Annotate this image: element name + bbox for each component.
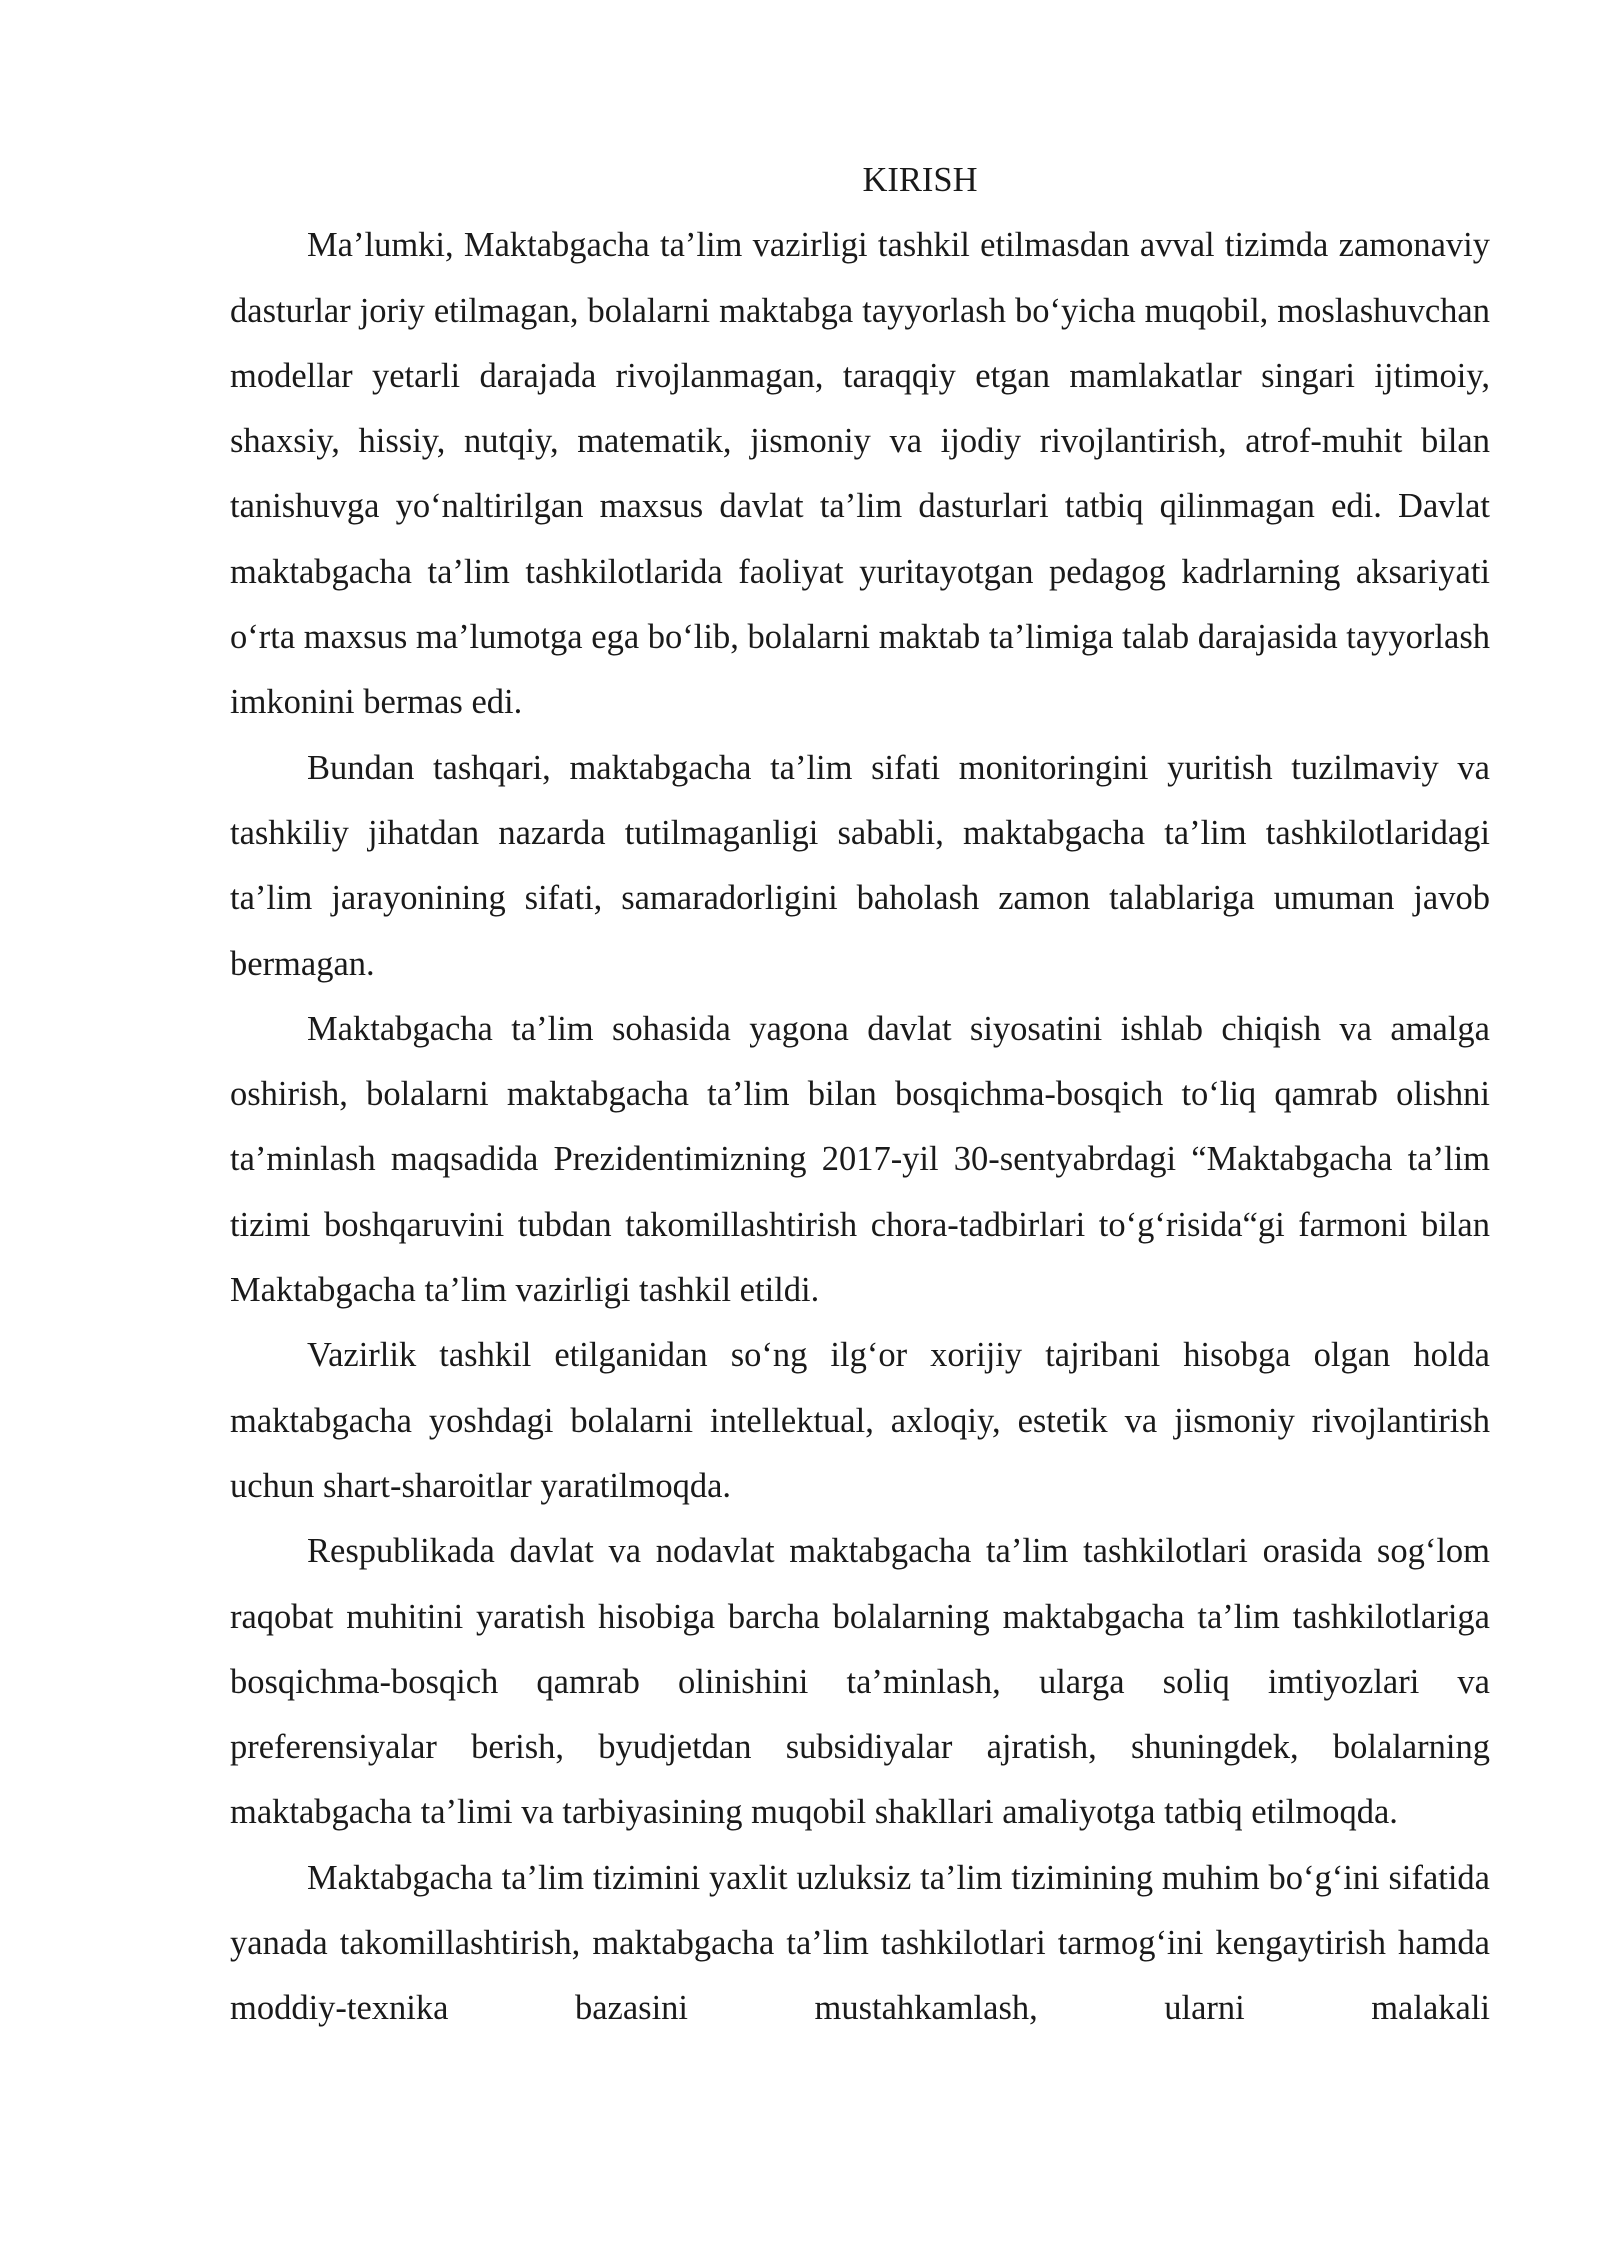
paragraph-2: Bundan tashqari, maktabgacha ta’lim sifati monitoringini yuritish tuzilmaviy va tashkiliy jihatdan nazarda tutilmaganligi sababli, maktabgacha ta’lim tashkilotlaridagi ta’lim jarayonining sifati, samaradorligini baholash zamon talablariga umuman javob bermagan. xyxy=(230,748,1490,983)
document-page xyxy=(230,148,1490,2042)
paragraph-4: Vazirlik tashkil etilganidan so‘ng ilg‘or xorijiy tajribani hisobga olgan holda maktabgacha yoshdagi bolalarni intellektual, axloqiy, estetik va jismoniy rivojlantirish uchun shart-sharoitlar yaratilmoqda. xyxy=(230,1336,1490,1505)
paragraph-3: Maktabgacha ta’lim sohasida yagona davlat siyosatini ishlab chiqish va amalga oshirish, bolalarni maktabgacha ta’lim bilan bosqichma-bosqich to‘liq qamrab olishni ta’minlash maqsadida Prezidentimizning 2017-yil 30-sentyabrdagi “Maktabgacha ta’lim tizimi boshqaruvini tubdan takomillashtirish chora-tadbirlari to‘g‘risida“gi farmoni bilan Maktabgacha ta’lim vazirligi tashkil etildi. xyxy=(230,1009,1490,1310)
paragraph-1: Ma’lumki, Maktabgacha ta’lim vazirligi tashkil etilmasdan avval tizimda zamonaviy dasturlar joriy etilmagan, bolalarni maktabga tayyorlash bo‘yicha muqobil, moslashuvchan modellar yetarli darajada rivojlanmagan, taraqqiy etgan mamlakatlar singari ijtimoiy, shaxsiy, hissiy, nutqiy, matematik, jismoniy va ijodiy rivojlantirish, atrof-muhit bilan tanishuvga yo‘naltirilgan maxsus davlat ta’lim dasturlari tatbiq qilinmagan edi. Davlat maktabgacha ta’lim tashkilotlarida faoliyat yuritayotgan pedagog kadrlarning aksariyati o‘rta maxsus ma’lumotga ega bo‘lib, bolalarni maktab ta’limiga talab darajasida tayyorlash imkonini bermas edi. xyxy=(230,226,1490,722)
document-title: KIRISH xyxy=(862,161,978,199)
paragraph-5: Respublikada davlat va nodavlat maktabgacha ta’lim tashkilotlari orasida sog‘lom raqobat muhitini yaratish hisobiga barcha bolalarning maktabgacha ta’lim tashkilotlariga bosqichma-bosqich qamrab olinishini ta’minlash, ularga soliq imtiyozlari va preferensiyalar berish, byudjetdan subsidiyalar ajratish, shuningdek, bolalarning maktabgacha ta’limi va tarbiyasining muqobil shakllari amaliyotga tatbiq etilmoqda. xyxy=(230,1532,1490,1832)
paragraph-6: Maktabgacha ta’lim tizimini yaxlit uzluksiz ta’lim tizimining muhim bo‘g‘ini sifatida yanada takomillashtirish, maktabgacha ta’lim tashkilotlari tarmog‘ini kengaytirish hamda moddiy-texnika bazasini mustahkamlash, ularni malakali xyxy=(230,1858,1490,2028)
